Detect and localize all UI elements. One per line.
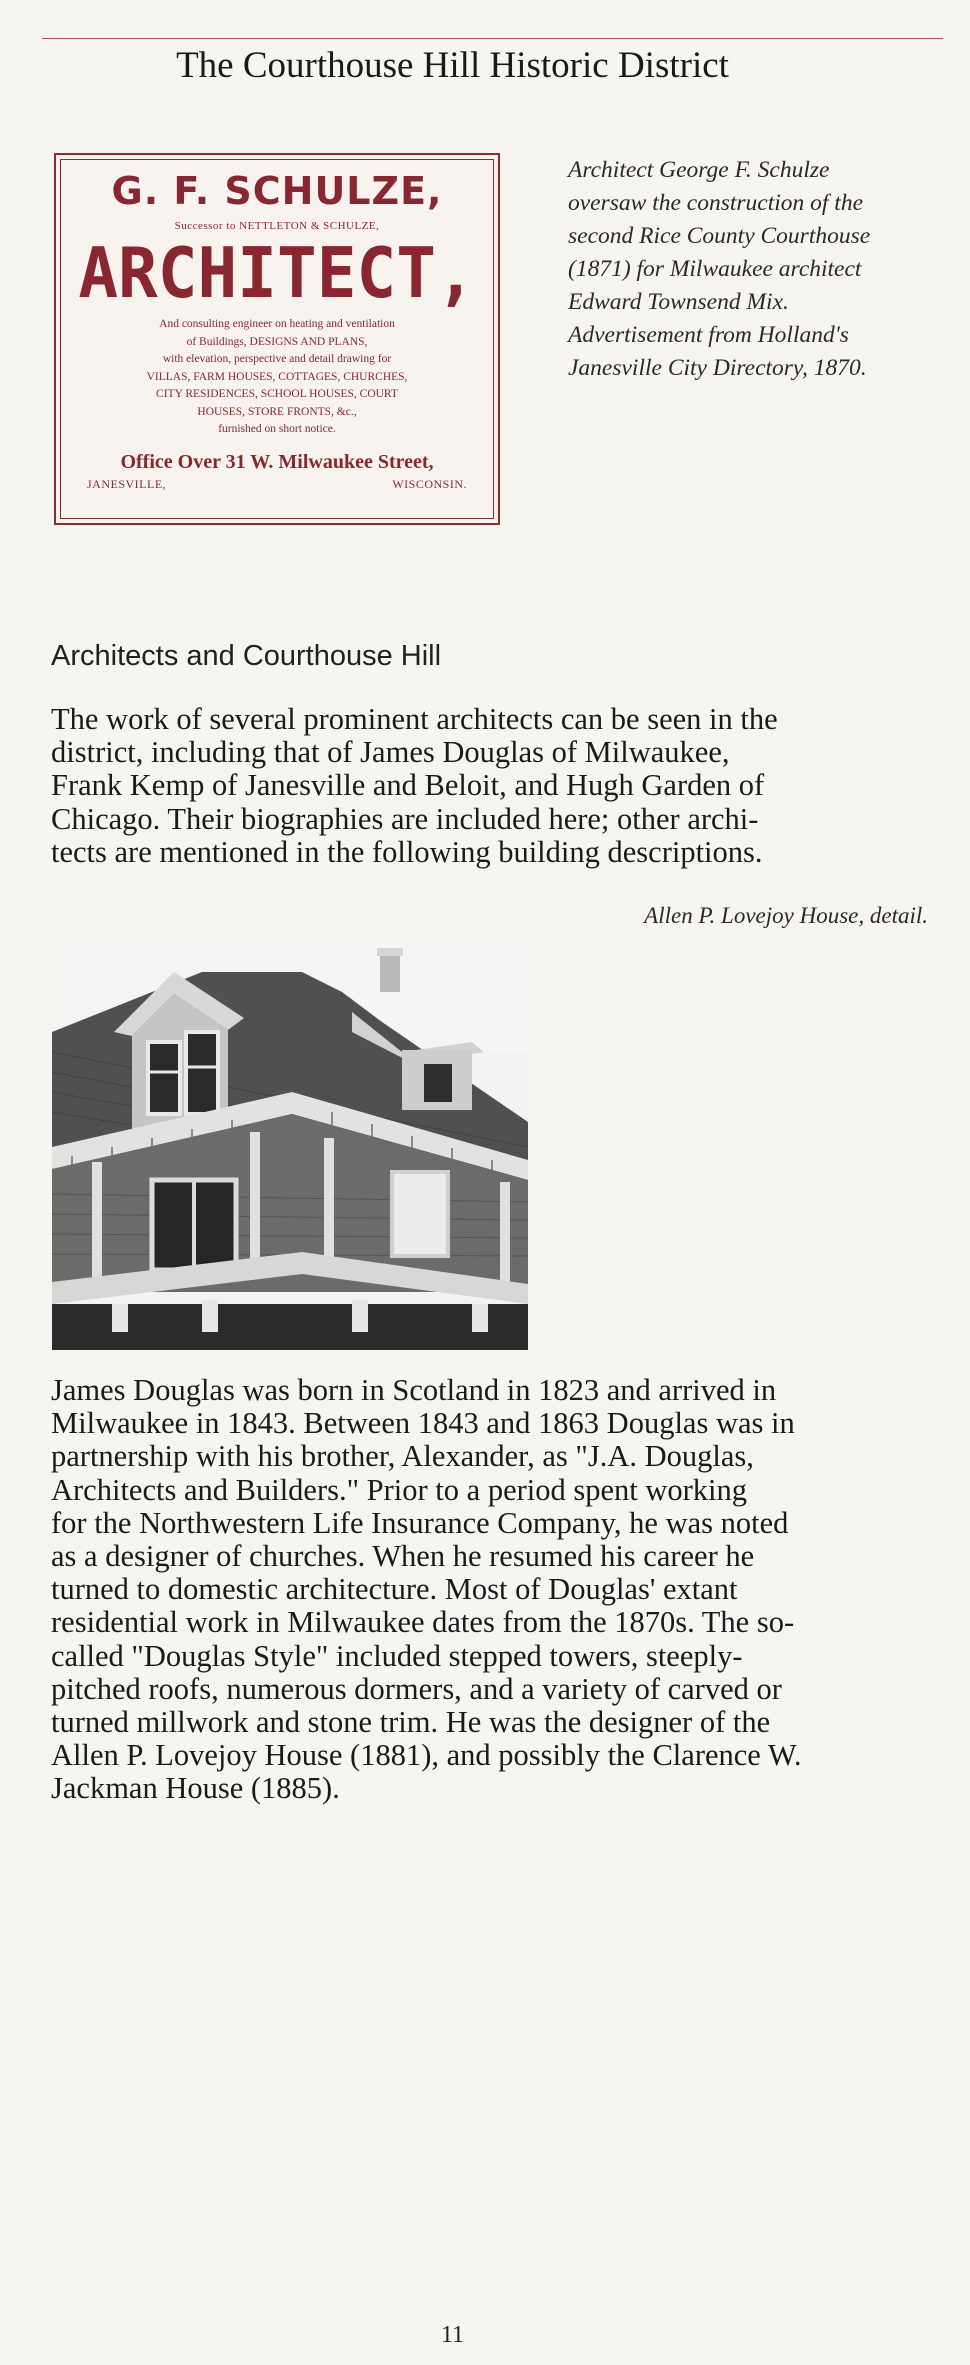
paragraph-line: Architects and Builders." Prior to a period spent working: [51, 1472, 748, 1507]
advertisement-caption: [568, 154, 948, 385]
intro-paragraph: [51, 703, 956, 869]
advertisement-line: VILLAS, FARM HOUSES, COTTAGES, CHURCHES,: [146, 370, 408, 383]
paragraph-line: as a designer of churches. When he resumed his career he: [51, 1539, 755, 1574]
advertisement-name: G. F. SCHULZE,: [111, 169, 443, 213]
advertisement-line: CITY RESIDENCES, SCHOOL HOUSES, COURT: [156, 388, 398, 400]
caption-line: oversaw the construction of the: [568, 190, 864, 216]
photo-caption: Allen P. Lovejoy House, detail.: [644, 903, 928, 928]
advertisement-office: Office Over 31 W. Milwaukee Street,: [120, 450, 434, 473]
paragraph-line: for the Northwestern Life Insurance Company, he was noted: [51, 1505, 789, 1540]
paragraph-line: partnership with his brother, Alexander, as "J.A. Douglas,: [51, 1439, 754, 1474]
lovejoy-house-photo: [52, 932, 528, 1350]
house-illustration: [52, 932, 528, 1350]
advertisement-line: with elevation, perspective and detail drawing for: [162, 353, 392, 365]
schulze-advertisement: [54, 153, 500, 525]
paragraph-line: turned to domestic architecture. Most of Douglas' extant: [51, 1572, 738, 1607]
douglas-biography: [51, 1374, 956, 1806]
paragraph-line: Jackman House (1885).: [51, 1771, 340, 1806]
advertisement-line: of Buildings, DESIGNS AND PLANS,: [186, 335, 368, 348]
advertisement-location: [87, 477, 467, 492]
advertisement-state: WISCONSIN.: [392, 477, 467, 491]
paragraph-line: The work of several prominent architects can be seen in the: [51, 702, 778, 736]
page-number: 11: [440, 2322, 465, 2348]
caption-line: Janesville City Directory, 1870.: [568, 355, 867, 381]
caption-line: (1871) for Milwaukee architect: [568, 256, 862, 282]
advertisement-description: [61, 316, 493, 439]
paragraph-line: Chicago. Their biographies are included here; other archi-: [51, 801, 759, 836]
caption-line: Architect George F. Schulze: [568, 157, 830, 183]
advertisement-line: furnished on short notice.: [218, 423, 336, 435]
paragraph-line: residential work in Milwaukee dates from the 1870s. The so-: [51, 1605, 795, 1640]
paragraph-line: turned millwork and stone trim. He was the designer of the: [51, 1705, 771, 1740]
paragraph-line: Frank Kemp of Janesville and Beloit, and Hugh Garden of: [51, 768, 765, 803]
advertisement-successor: Successor to NETTLETON & SCHULZE,: [174, 220, 380, 232]
advertisement-frame: [60, 159, 494, 519]
paragraph-line: Allen P. Lovejoy House (1881), and possibly the Clarence W.: [51, 1738, 802, 1773]
paragraph-line: district, including that of James Douglas of Milwaukee,: [51, 735, 730, 770]
section-heading: Architects and Courthouse Hill: [51, 640, 442, 672]
page-title: The Courthouse Hill Historic District: [176, 45, 729, 86]
paragraph-line: pitched roofs, numerous dormers, and a variety of carved or: [51, 1671, 782, 1706]
advertisement-profession: ARCHITECT,: [78, 233, 476, 314]
header-rule: [42, 38, 943, 39]
caption-line: Advertisement from Holland's: [568, 322, 849, 348]
paragraph-line: James Douglas was born in Scotland in 1823 and arrived in: [51, 1373, 777, 1407]
caption-line: second Rice County Courthouse: [568, 223, 871, 249]
advertisement-line: HOUSES, STORE FRONTS, &c.,: [197, 405, 357, 418]
caption-line: Edward Townsend Mix.: [568, 289, 789, 315]
advertisement-line: And consulting engineer on heating and ventilation: [159, 318, 395, 330]
advertisement-city: JANESVILLE,: [87, 477, 167, 491]
paragraph-line: tects are mentioned in the following building descriptions.: [51, 834, 763, 869]
paragraph-line: Milwaukee in 1843. Between 1843 and 1863 Douglas was in: [51, 1406, 795, 1441]
paragraph-line: called "Douglas Style" included stepped towers, steeply-: [51, 1638, 743, 1673]
